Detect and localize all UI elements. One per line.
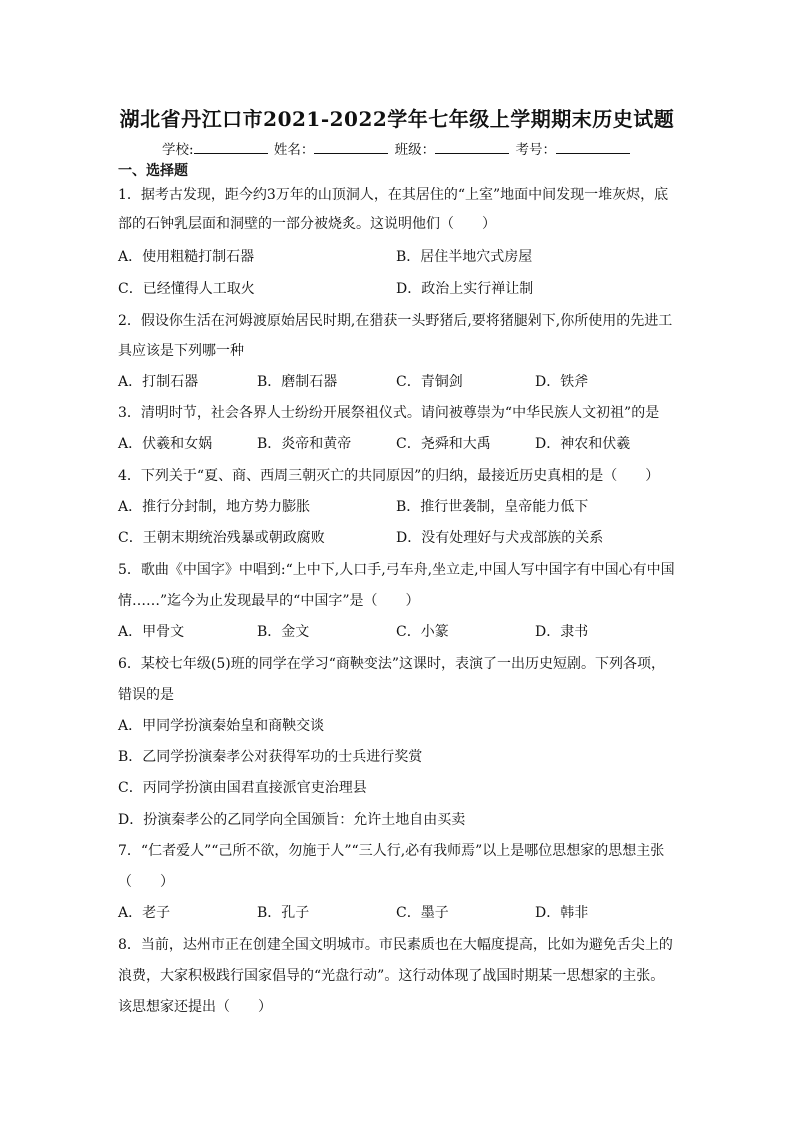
q4-option-c: C．王朝末期统治残暴或朝政腐败 [118, 530, 325, 546]
q1-stem-line2: 部的石钟乳层面和洞壁的一部分被烧炙。这说明他们（ ） [118, 216, 496, 232]
q6-option-c: C．丙同学扮演由国君直接派官吏治理县 [118, 780, 367, 796]
q2-option-b: B．磨制石器 [257, 374, 338, 390]
q7-stem-line2: （ ） [118, 874, 174, 890]
q5-option-c: C．小篆 [396, 624, 449, 640]
q5-stem-line1: 5．歌曲《中国字》中唱到:“上中下,人口手,弓车舟,坐立走,中国人写中国字有中国心有中国 [118, 562, 675, 578]
q3-option-a: A．伏羲和女娲 [118, 436, 213, 452]
q6-stem-line1: 6．某校七年级(5)班的同学在学习“商鞅变法”这课时，表演了一出历史短剧。下列各项， [118, 656, 666, 672]
school-blank [194, 140, 268, 154]
q7-option-b: B．孔子 [257, 905, 310, 921]
q5-option-a: A．甲骨文 [118, 624, 185, 640]
q8-stem-line2: 浪费，大家积极践行国家倡导的“光盘行动”。这行动体现了战国时期某一思想家的主张。 [118, 968, 665, 984]
student-info-row [0, 138, 794, 158]
q1-option-a: A．使用粗糙打制石器 [118, 249, 255, 265]
number-blank [556, 140, 630, 154]
q2-option-d: D．铁斧 [535, 374, 589, 390]
q2-option-c: C．青铜剑 [396, 374, 463, 390]
q1-option-c: C．已经懂得人工取火 [118, 281, 255, 297]
school-label: 学校: [162, 142, 194, 158]
q5-stem-line2: 情……”迄今为止发现最早的“中国字”是（ ） [118, 593, 420, 609]
q5-option-b: B．金文 [257, 624, 310, 640]
q5-option-d: D．隶书 [535, 624, 589, 640]
q7-option-a: A．老子 [118, 905, 171, 921]
q1-option-d: D．政治上实行禅让制 [396, 281, 534, 297]
q7-stem-line1: 7．“仁者爱人”“己所不欲，勿施于人”“三人行,必有我师焉”以上是哪位思想家的思想主张 [118, 843, 665, 859]
name-blank [314, 140, 388, 154]
name-label: 姓名： [273, 142, 315, 158]
q6-option-b: B．乙同学扮演秦孝公对获得军功的士兵进行奖赏 [118, 749, 423, 765]
q1-option-b: B．居住半地穴式房屋 [396, 249, 533, 265]
q4-option-b: B．推行世袭制，皇帝能力低下 [396, 499, 589, 515]
section-heading: 一、选择题 [118, 163, 188, 179]
q6-option-d: D．扮演秦孝公的乙同学向全国颁旨：允许土地自由买卖 [118, 812, 466, 828]
q3-option-c: C．尧舜和大禹 [396, 436, 491, 452]
q1-stem-line1: 1．据考古发现，距今约3万年的山顶洞人，在其居住的“上室”地面中间发现一堆灰烬，底 [118, 187, 669, 203]
q4-stem-line1: 4．下列关于“夏、商、西周三朝灭亡的共同原因”的归纳，最接近历史真相的是（ ） [118, 468, 660, 484]
q3-stem-line1: 3．清明时节，社会各界人士纷纷开展祭祖仪式。请问被尊崇为“中华民族人文初祖”的是 [118, 405, 660, 421]
q6-stem-line2: 错误的是 [118, 687, 174, 703]
q3-option-b: B．炎帝和黄帝 [257, 436, 352, 452]
number-label: 考号： [515, 142, 556, 158]
q7-option-c: C．墨子 [396, 905, 449, 921]
q3-option-d: D．神农和伏羲 [535, 436, 631, 452]
q4-option-d: D．没有处理好与犬戎部族的关系 [396, 530, 604, 546]
q8-stem-line3: 该思想家还提出（ ） [118, 999, 272, 1015]
q7-option-d: D．韩非 [535, 905, 589, 921]
page-title: 湖北省丹江口市2021-2022学年七年级上学期期末历史试题 [119, 107, 675, 131]
class-blank [435, 140, 509, 154]
q2-stem-line2: 具应该是下列哪一种 [118, 343, 244, 359]
q4-option-a: A．推行分封制，地方势力膨胀 [118, 499, 311, 515]
q8-stem-line1: 8．当前，达州市正在创建全国文明城市。市民素质也在大幅度提高，比如为避免舌尖上的 [118, 937, 673, 953]
class-label: 班级： [394, 142, 436, 158]
q2-stem-line1: 2．假设你生活在河姆渡原始居民时期,在猎获一头野猪后,要将猪腿剁下,你所使用的先进工 [118, 313, 673, 329]
q6-option-a: A．甲同学扮演秦始皇和商鞅交谈 [118, 718, 325, 734]
q2-option-a: A．打制石器 [118, 374, 199, 390]
